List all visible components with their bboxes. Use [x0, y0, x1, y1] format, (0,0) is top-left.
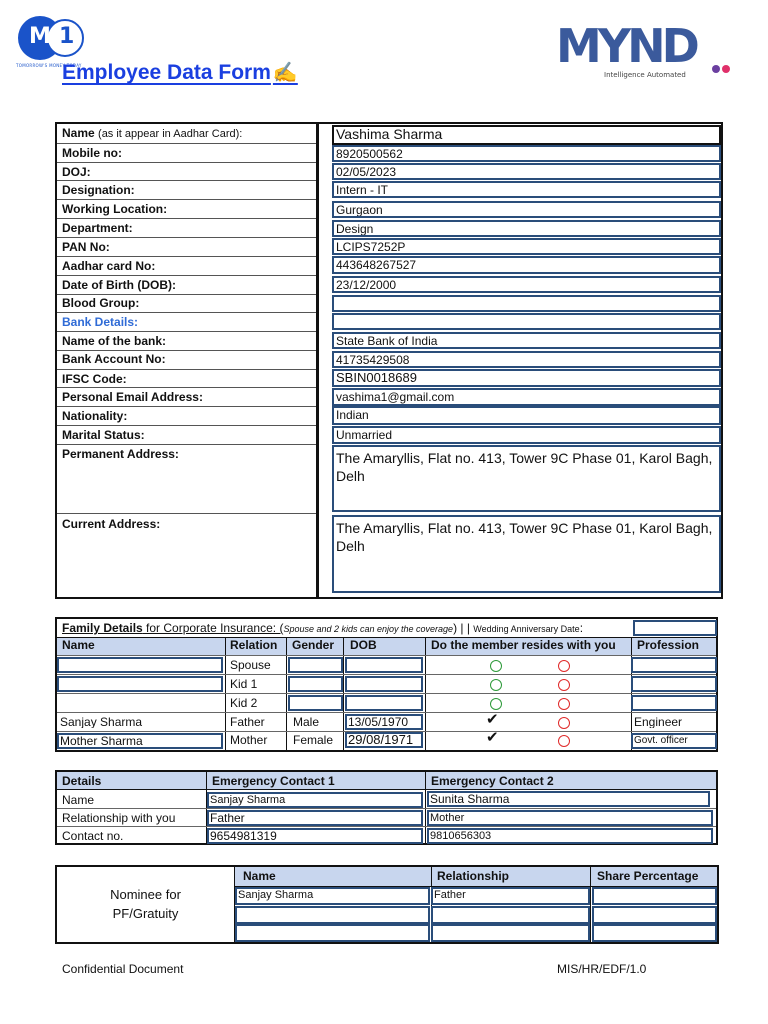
label-current-address: Current Address: [62, 517, 161, 531]
resides-yes-radio[interactable] [490, 679, 502, 691]
emergency2-contact[interactable]: 9810656303 [427, 828, 713, 844]
label-bank-account: Bank Account No: [62, 352, 166, 366]
family-mother-profession[interactable]: Govt. officer [631, 733, 717, 749]
family-mother-dob[interactable]: 29/08/1971 [345, 732, 423, 748]
row-divider [57, 199, 316, 200]
family-father-relation: Father [230, 715, 265, 729]
nominee3-name[interactable] [235, 924, 430, 942]
field-mobile[interactable]: 8920500562 [332, 145, 721, 162]
field-current-address[interactable]: The Amaryllis, Flat no. 413, Tower 9C Phase 01, Karol Bagh, Delh [332, 515, 721, 593]
family-kid2-profession[interactable] [631, 695, 717, 711]
field-dob[interactable]: 23/12/2000 [332, 276, 721, 293]
checkmark-icon: ✔ [486, 728, 499, 746]
nominee3-relationship[interactable] [431, 924, 590, 942]
section-bank-details: Bank Details: [62, 315, 139, 329]
col-gender: Gender [292, 638, 335, 652]
row-divider [57, 218, 316, 219]
family-details-heading [57, 619, 716, 637]
field-marital-status[interactable]: Unmarried [332, 426, 721, 444]
emergency1-name[interactable]: Sanjay Sharma [207, 792, 423, 808]
family-spouse-relation: Spouse [230, 658, 271, 672]
row-divider [57, 294, 316, 295]
family-kid1-dob[interactable] [345, 676, 423, 692]
family-kid1-profession[interactable] [631, 676, 717, 692]
resides-no-radio[interactable] [558, 679, 570, 691]
row-divider [57, 693, 716, 694]
footer-confidential: Confidential Document [62, 962, 184, 976]
row-divider [57, 513, 316, 514]
m1-logo-tagline: TOMORROW'S MONEY TODAY [16, 63, 82, 68]
label-bank-name: Name of the bank: [62, 334, 167, 348]
family-column-header [57, 637, 716, 655]
family-title-bold: Family Details [62, 621, 143, 635]
nominee1-name[interactable]: Sanjay Sharma [235, 887, 430, 905]
family-title-rest: for Corporate Insurance: ( [142, 621, 284, 635]
anniversary-label: Wedding Anniversary Date [473, 624, 580, 634]
label-dob: Date of Birth (DOB): [62, 278, 176, 292]
field-bank-account[interactable]: 41735429508 [332, 351, 721, 368]
field-ifsc[interactable]: SBIN0018689 [332, 369, 721, 387]
emergency-label-name: Name [62, 793, 95, 807]
label-aadhar: Aadhar card No: [62, 259, 156, 273]
pink-dot-icon [722, 65, 730, 73]
col-relation: Relation [230, 638, 278, 652]
emergency1-contact[interactable]: 9654981319 [207, 828, 423, 844]
m1-logo [16, 12, 86, 66]
row-divider [57, 369, 316, 370]
m1-logo-letter-m: M [29, 24, 51, 49]
family-kid1-gender[interactable] [288, 676, 343, 692]
mynd-logo [556, 19, 756, 82]
col-details: Details [62, 774, 102, 788]
nominee-label-line1: Nominee for [110, 887, 181, 902]
row-divider [57, 387, 316, 388]
field-department[interactable]: Design [332, 220, 721, 237]
label-ifsc: IFSC Code: [62, 372, 127, 386]
row-divider [57, 674, 716, 675]
anniversary-colon: : [579, 621, 584, 635]
mynd-logo-word: MYND [556, 19, 696, 73]
resides-yes-radio[interactable] [490, 660, 502, 672]
field-pan[interactable]: LCIPS7252P [332, 238, 721, 255]
resides-no-radio[interactable] [558, 717, 570, 729]
label-designation: Designation: [62, 183, 135, 197]
label-permanent-address: Permanent Address: [62, 447, 179, 461]
pencil-paper-icon: ✍ [272, 62, 298, 84]
field-designation[interactable]: Intern - IT [332, 181, 721, 198]
emergency-column-header [57, 772, 716, 790]
label-doj: DOJ: [62, 165, 91, 179]
family-father-name[interactable]: Sanjay Sharma [60, 715, 143, 729]
field-nationality[interactable]: Indian [332, 406, 721, 425]
family-spouse-dob[interactable] [345, 657, 423, 673]
label-blood-group: Blood Group: [62, 296, 140, 310]
nominee2-name[interactable] [235, 906, 430, 924]
label-marital-status: Marital Status: [62, 428, 145, 442]
family-title-note: Spouse and 2 kids can enjoy the coverage [283, 624, 454, 634]
label-pan: PAN No: [62, 240, 110, 254]
label-name [62, 126, 242, 140]
label-mobile: Mobile no: [62, 146, 122, 160]
family-spouse-profession[interactable] [631, 657, 717, 673]
family-kid2-name[interactable] [57, 695, 223, 711]
label-name-note: (as it appear in Aadhar Card) [98, 128, 240, 140]
footer-doc-code: MIS/HR/EDF/1.0 [557, 962, 647, 976]
resides-no-radio[interactable] [558, 660, 570, 672]
field-bank-name[interactable]: State Bank of India [332, 332, 721, 349]
family-spouse-name[interactable] [57, 657, 223, 673]
row-divider [57, 162, 316, 163]
checkmark-icon: ✔ [486, 710, 499, 728]
field-aadhar[interactable]: 443648267527 [332, 256, 721, 274]
employee-details-divider [316, 122, 319, 599]
field-doj[interactable]: 02/05/2023 [332, 163, 721, 180]
label-nationality: Nationality: [62, 409, 128, 423]
family-kid2-dob[interactable] [345, 695, 423, 711]
label-department: Department: [62, 221, 133, 235]
col-nominee-share: Share Percentage [597, 869, 699, 883]
row-divider [57, 808, 716, 809]
page-title [62, 60, 298, 85]
label-working-location: Working Location: [62, 202, 168, 216]
nominee-label-line2: PF/Gratuity [112, 906, 179, 921]
field-email[interactable]: vashima1@gmail.com [332, 388, 721, 406]
family-kid2-gender[interactable] [288, 695, 343, 711]
family-mother-relation: Mother [230, 733, 268, 747]
col-emergency-1: Emergency Contact 1 [212, 774, 335, 788]
nominee3-share[interactable] [592, 924, 717, 942]
field-name[interactable]: Vashima Sharma [332, 125, 721, 145]
anniversary-date-field[interactable] [633, 620, 717, 636]
emergency-label-contact: Contact no. [62, 829, 124, 843]
col-profession: Profession [637, 638, 700, 652]
emergency2-name[interactable]: Sunita Sharma [427, 791, 710, 807]
nominee2-share[interactable] [592, 906, 717, 924]
family-kid1-relation: Kid 1 [230, 677, 258, 691]
resides-no-radio[interactable] [558, 735, 570, 747]
resides-yes-radio[interactable] [490, 698, 502, 710]
field-blood-group[interactable] [332, 295, 721, 312]
row-divider [57, 350, 316, 351]
field-bank-details-blank [332, 313, 721, 330]
family-father-gender: Male [293, 715, 320, 729]
row-divider [57, 143, 316, 144]
family-father-profession[interactable]: Engineer [634, 715, 683, 729]
row-divider [57, 180, 316, 181]
emergency-label-relationship: Relationship with you [62, 811, 176, 825]
row-divider [57, 256, 316, 257]
purple-dot-icon [712, 65, 720, 73]
m1-logo-letter-1: 1 [59, 24, 75, 49]
row-divider [57, 331, 316, 332]
col-emergency-2: Emergency Contact 2 [431, 774, 554, 788]
family-mother-gender: Female [293, 733, 334, 747]
label-name-text: Name [62, 126, 95, 140]
nominee2-relationship[interactable] [431, 906, 590, 924]
col-name: Name [62, 638, 95, 652]
row-divider [57, 237, 316, 238]
page-title-text: Employee Data Form [62, 61, 271, 84]
nominee1-share[interactable] [592, 887, 717, 905]
label-email: Personal Email Address: [62, 390, 203, 404]
row-divider [57, 275, 316, 276]
row-divider [57, 312, 316, 313]
col-divider [590, 867, 591, 942]
col-dob: DOB [350, 638, 377, 652]
mynd-logo-tagline: Intelligence Automated [604, 71, 686, 79]
family-title-close: ) | | [453, 621, 474, 635]
col-resides: Do the member resides with you [431, 638, 616, 652]
row-divider [57, 406, 316, 407]
family-father-dob[interactable]: 13/05/1970 [345, 714, 423, 730]
row-divider [57, 425, 316, 426]
row-divider [57, 712, 716, 713]
emergency2-relationship[interactable]: Mother [427, 810, 713, 826]
field-working-location[interactable]: Gurgaon [332, 201, 721, 218]
col-nominee-relationship: Relationship [437, 869, 510, 883]
label-name-colon: : [239, 128, 243, 140]
family-mother-name[interactable]: Mother Sharma [57, 733, 223, 749]
field-permanent-address[interactable]: The Amaryllis, Flat no. 413, Tower 9C Phase 01, Karol Bagh, Delh [332, 445, 721, 512]
nominee-label [57, 885, 234, 923]
mynd-logo-dots [712, 58, 732, 77]
family-spouse-gender[interactable] [288, 657, 343, 673]
family-kid2-relation: Kid 2 [230, 696, 258, 710]
row-divider [57, 826, 716, 827]
emergency1-relationship[interactable]: Father [207, 810, 423, 826]
row-divider [57, 655, 716, 656]
col-nominee-name: Name [243, 869, 276, 883]
row-divider [57, 444, 316, 445]
resides-no-radio[interactable] [558, 698, 570, 710]
nominee1-relationship[interactable]: Father [431, 887, 590, 905]
family-kid1-name[interactable] [57, 676, 223, 692]
